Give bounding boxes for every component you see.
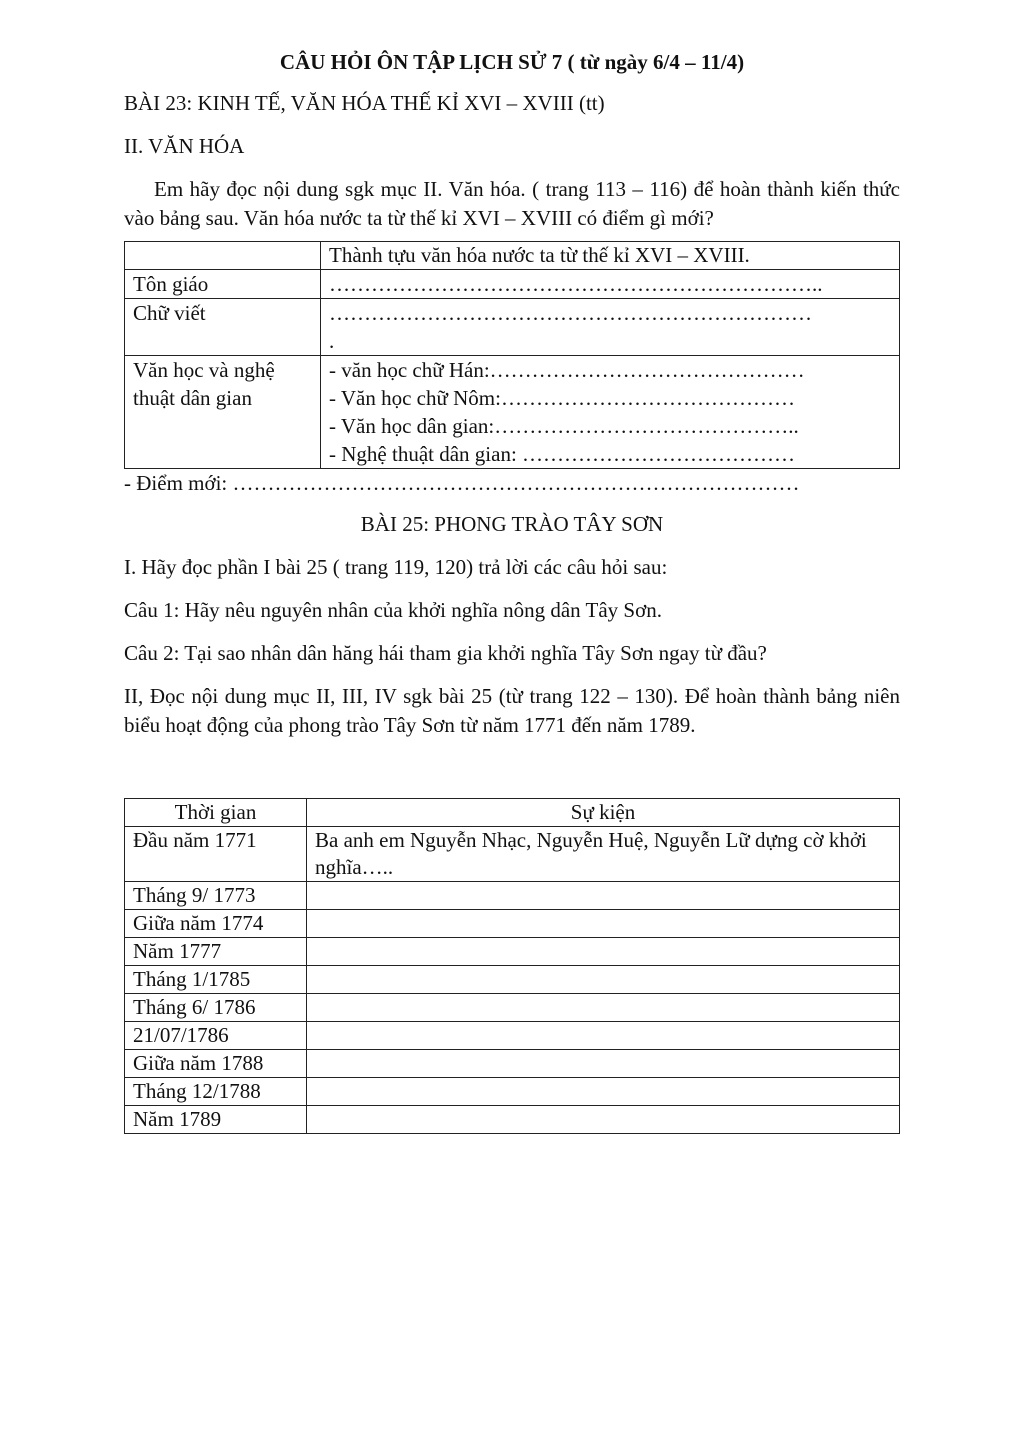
answer-line: …………………………………………………………….. bbox=[329, 272, 823, 296]
culture-achievements-table bbox=[124, 241, 900, 469]
event-cell[interactable] bbox=[307, 966, 900, 994]
table-row bbox=[125, 1078, 900, 1106]
table-row bbox=[125, 994, 900, 1022]
document-title: CÂU HỎI ÔN TẬP LỊCH SỬ 7 ( từ ngày 6/4 – 11/4) bbox=[279, 50, 745, 74]
answer-line: - Văn học dân gian:…………………………………….. bbox=[329, 414, 799, 438]
time-cell: Giữa năm 1774 bbox=[125, 910, 307, 938]
tayson-timeline-table bbox=[124, 798, 900, 1134]
header-blank-cell bbox=[125, 242, 321, 270]
question-2: Câu 2: Tại sao nhân dân hăng hái tham gia khởi nghĩa Tây Sơn ngay từ đầu? bbox=[124, 641, 767, 665]
time-cell: Giữa năm 1788 bbox=[125, 1050, 307, 1078]
row-label-literature: Văn học và nghệ thuật dân gian bbox=[125, 356, 321, 469]
time-cell: Tháng 1/1785 bbox=[125, 966, 307, 994]
answer-line: - Văn học chữ Nôm:…………………………………… bbox=[329, 386, 795, 410]
event-cell[interactable] bbox=[307, 1022, 900, 1050]
event-cell[interactable] bbox=[307, 938, 900, 966]
event-cell[interactable] bbox=[307, 1050, 900, 1078]
answer-line: - văn học chữ Hán:……………………………………… bbox=[329, 358, 805, 382]
event-cell[interactable] bbox=[307, 1078, 900, 1106]
table-row bbox=[125, 910, 900, 938]
lesson25-heading: BÀI 25: PHONG TRÀO TÂY SƠN bbox=[360, 512, 664, 536]
answer-line: …………………………………………………………… bbox=[329, 301, 812, 325]
time-cell: Tháng 12/1788 bbox=[125, 1078, 307, 1106]
table-row bbox=[125, 356, 900, 469]
event-cell[interactable] bbox=[307, 994, 900, 1022]
time-cell: Tháng 9/ 1773 bbox=[125, 882, 307, 910]
answer-cell-writing[interactable] bbox=[321, 299, 900, 356]
event-column-header: Sự kiện bbox=[307, 799, 900, 827]
lesson25-part2: II, Đọc nội dung mục II, III, IV sgk bài 25 (từ trang 122 – 130). Để hoàn thành bảng niên biểu hoạt động của phong trào Tây Sơn từ năm 1771 đến năm 1789. bbox=[124, 684, 900, 737]
time-cell: Đầu năm 1771 bbox=[125, 827, 307, 882]
table-row bbox=[125, 827, 900, 882]
time-cell: Tháng 6/ 1786 bbox=[125, 994, 307, 1022]
time-cell: Năm 1777 bbox=[125, 938, 307, 966]
answer-cell-religion[interactable] bbox=[321, 270, 900, 299]
answer-line: - Nghệ thuật dân gian: ………………………………… bbox=[329, 442, 796, 466]
table-row bbox=[125, 1050, 900, 1078]
achievements-header: Thành tựu văn hóa nước ta từ thế kỉ XVI – XVIII. bbox=[321, 242, 900, 270]
table-row bbox=[125, 270, 900, 299]
table-row bbox=[125, 299, 900, 356]
table-row bbox=[125, 966, 900, 994]
event-cell[interactable] bbox=[307, 910, 900, 938]
time-cell: 21/07/1786 bbox=[125, 1022, 307, 1050]
lesson25-part1: I. Hãy đọc phần I bài 25 ( trang 119, 120) trả lời các câu hỏi sau: bbox=[124, 555, 668, 579]
culture-section-heading: II. VĂN HÓA bbox=[124, 134, 245, 158]
table-row bbox=[125, 882, 900, 910]
lesson23-heading: BÀI 23: KINH TẾ, VĂN HÓA THẾ KỈ XVI – XVIII (tt) bbox=[124, 91, 605, 115]
time-column-header: Thời gian bbox=[125, 799, 307, 827]
row-label-religion: Tôn giáo bbox=[125, 270, 321, 299]
answer-cell-literature[interactable] bbox=[321, 356, 900, 469]
table-row bbox=[125, 1022, 900, 1050]
lesson23-instruction: Em hãy đọc nội dung sgk mục II. Văn hóa. ( trang 113 – 116) để hoàn thành kiến thức vào bảng sau. Văn hóa nước ta từ thế kỉ XVI – XVIII có điểm gì mới? bbox=[124, 177, 900, 230]
table-row bbox=[125, 938, 900, 966]
question-1: Câu 1: Hãy nêu nguyên nhân của khởi nghĩa nông dân Tây Sơn. bbox=[124, 598, 662, 622]
new-point-line[interactable]: - Điểm mới: ……………………………………………………………………… bbox=[124, 471, 800, 495]
answer-line: . bbox=[329, 329, 335, 353]
row-label-writing: Chữ viết bbox=[125, 299, 321, 356]
worksheet-page bbox=[124, 48, 900, 1134]
table-header-row bbox=[125, 242, 900, 270]
event-cell[interactable] bbox=[307, 1106, 900, 1134]
time-cell: Năm 1789 bbox=[125, 1106, 307, 1134]
event-cell[interactable]: Ba anh em Nguyễn Nhạc, Nguyễn Huệ, Nguyễn Lữ dựng cờ khởi nghĩa….. bbox=[307, 827, 900, 882]
table-header-row bbox=[125, 799, 900, 827]
event-cell[interactable] bbox=[307, 882, 900, 910]
table-row bbox=[125, 1106, 900, 1134]
